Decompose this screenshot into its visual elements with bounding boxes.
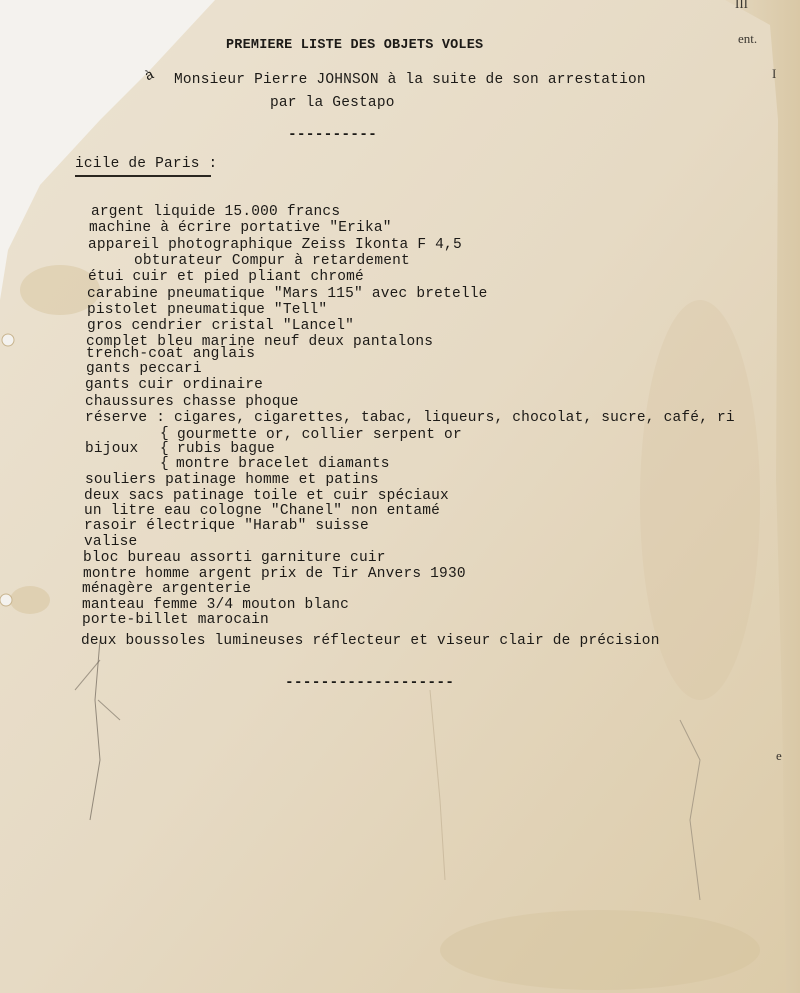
list-item: complet bleu marine neuf deux pantalons [86,334,434,350]
bijoux-brace: { [160,441,169,457]
section-heading-underline [75,175,211,177]
list-item: ménagère argenterie [82,581,252,597]
subtitle-line-1: Monsieur Pierre JOHNSON à la suite de son arrestation [174,72,646,88]
list-item: valise [84,534,138,550]
back-page-fragment-ent: ent. [738,31,758,46]
list-item: rubis bague [177,441,275,457]
list-item-reserve: réserve : cigares, cigarettes, tabac, liqueurs, chocolat, sucre, café, ri [85,410,735,426]
back-page-fragment-e: e [776,748,782,763]
list-item: pistolet pneumatique "Tell" [87,302,328,318]
list-item: gants cuir ordinaire [85,377,264,393]
bijoux-brace: { [160,456,169,472]
list-item: appareil photographique Zeiss Ikonta F 4,5 [88,237,462,253]
list-item: chaussures chasse phoque [85,394,299,410]
list-item: montre homme argent prix de Tir Anvers 1930 [83,566,466,582]
list-item: machine à écrire portative "Erika" [89,220,392,236]
list-item: carabine pneumatique "Mars 115" avec bretelle [87,286,488,302]
list-item: porte-billet marocain [82,612,269,628]
list-item: montre bracelet diamants [176,456,390,472]
bijoux-brace: { [160,426,169,442]
section-heading: icile de Paris : [75,156,218,172]
list-item: un litre eau cologne "Chanel" non entamé [84,503,441,519]
list-item: gourmette or, collier serpent or [177,427,462,443]
list-item: gros cendrier cristal "Lancel" [87,318,355,334]
bijoux-label: bijoux [85,441,139,457]
separator-top: ---------- [288,127,378,143]
list-item: argent liquide 15.000 francs [91,204,341,220]
list-item: deux sacs patinage toile et cuir spéciaux [84,488,449,504]
list-item: manteau femme 3/4 mouton blanc [82,597,350,613]
list-item: gants peccari [86,361,202,377]
separator-bottom: ------------------- [285,675,455,691]
list-item: obturateur Compur à retardement [134,253,410,269]
subtitle-mark: à [142,67,158,86]
back-page-fragment-top: III [735,0,748,11]
back-page-fragment-i: I [772,66,777,81]
list-item: souliers patinage homme et patins [85,472,379,488]
document-title: PREMIERE LISTE DES OBJETS VOLES [226,38,484,53]
list-item: deux boussoles lumineuses réflecteur et viseur clair de précision [81,633,660,649]
list-item: bloc bureau assorti garniture cuir [83,550,386,566]
list-item: rasoir électrique "Harab" suisse [84,518,369,534]
subtitle-line-2: par la Gestapo [270,95,395,111]
list-item: trench-coat anglais [86,346,256,362]
list-item: étui cuir et pied pliant chromé [88,269,364,285]
